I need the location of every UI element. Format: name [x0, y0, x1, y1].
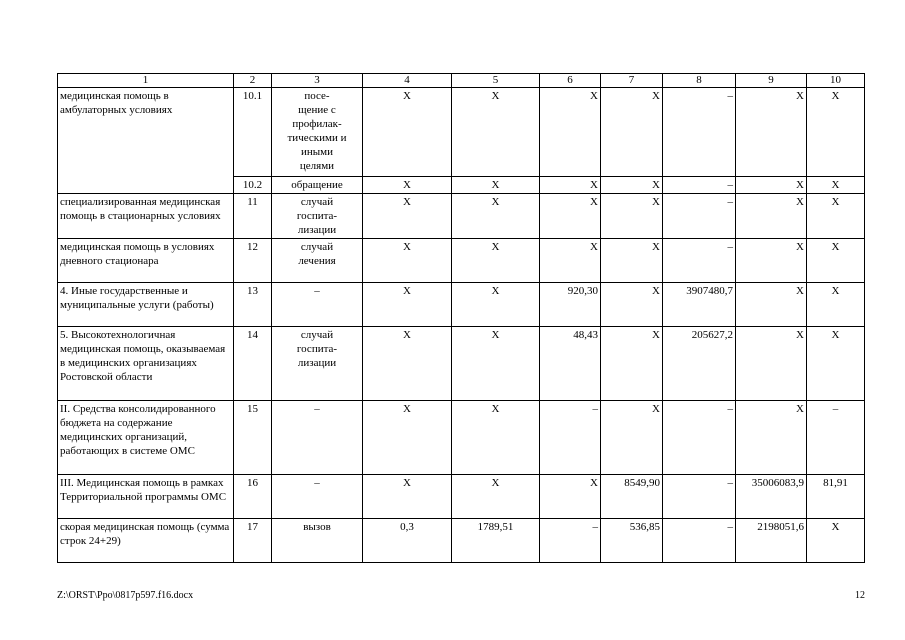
table-cell-col1: специализированная медицинская помощь в стационарных условиях [58, 194, 234, 239]
table-cell-col6: Х [540, 177, 601, 194]
footer-page-number: 12 [855, 590, 865, 601]
table-cell-col7: Х [601, 239, 663, 283]
table-cell-col3: вызов [272, 519, 363, 563]
header-cell-3: 3 [272, 74, 363, 88]
table-cell-col10: Х [807, 519, 865, 563]
header-cell-6: 6 [540, 74, 601, 88]
table-cell-col1: II. Средства консолидированного бюджета на содержание медицинских организаций, работающих в системе ОМС [58, 401, 234, 475]
table-cell-col1: III. Медицинская помощь в рамках Территориальной программы ОМС [58, 475, 234, 519]
table-cell-col2: 10.1 [234, 88, 272, 177]
header-cell-9: 9 [736, 74, 807, 88]
table-cell-col5: Х [452, 283, 540, 327]
table-cell-col7: Х [601, 88, 663, 177]
table-cell-col7: Х [601, 401, 663, 475]
table-cell-col10: Х [807, 194, 865, 239]
table-cell-col5: Х [452, 194, 540, 239]
table-cell-col7: Х [601, 327, 663, 401]
table-cell-col4: 0,3 [363, 519, 452, 563]
table-cell-col7: Х [601, 283, 663, 327]
header-cell-5: 5 [452, 74, 540, 88]
header-cell-1: 1 [58, 74, 234, 88]
table-cell-col7: 8549,90 [601, 475, 663, 519]
header-cell-8: 8 [663, 74, 736, 88]
table-cell-col3: случай лечения [272, 239, 363, 283]
table-cell-col5: Х [452, 177, 540, 194]
table-cell-col9: Х [736, 88, 807, 177]
table-cell-col7: 536,85 [601, 519, 663, 563]
table-cell-col3: – [272, 401, 363, 475]
table-cell-col4: Х [363, 401, 452, 475]
header-cell-2: 2 [234, 74, 272, 88]
table-cell-col6: Х [540, 475, 601, 519]
table-cell-col4: Х [363, 283, 452, 327]
table-row [58, 283, 865, 327]
table-cell-col10: Х [807, 239, 865, 283]
table-row [58, 401, 865, 475]
table-cell-col2: 13 [234, 283, 272, 327]
header-cell-7: 7 [601, 74, 663, 88]
table-row [58, 327, 865, 401]
table-cell-col3: – [272, 475, 363, 519]
table-cell-col9: 2198051,6 [736, 519, 807, 563]
table-cell-col6: Х [540, 194, 601, 239]
table-cell-col7: Х [601, 194, 663, 239]
table-cell-col5: 1789,51 [452, 519, 540, 563]
table-cell-col6: – [540, 401, 601, 475]
table-cell-col1: 5. Высокотехнологичная медицинская помощь, оказываемая в медицинских организациях Ростовской области [58, 327, 234, 401]
table-cell-col3: посе- щение с профилак- тическими и иными целями [272, 88, 363, 177]
table-cell-col1: медицинская помощь в амбулаторных условиях [58, 88, 234, 194]
table-cell-col9: Х [736, 194, 807, 239]
table-cell-col10: Х [807, 327, 865, 401]
table-cell-col5: Х [452, 475, 540, 519]
table-cell-col6: – [540, 519, 601, 563]
table-cell-col6: 48,43 [540, 327, 601, 401]
table-row [58, 239, 865, 283]
table-cell-col3: – [272, 283, 363, 327]
table-cell-col9: Х [736, 283, 807, 327]
table-cell-col3: обращение [272, 177, 363, 194]
table-cell-col4: Х [363, 194, 452, 239]
data-table [57, 73, 865, 563]
table-cell-col2: 11 [234, 194, 272, 239]
table-cell-col6: Х [540, 88, 601, 177]
table-cell-col8: 3907480,7 [663, 283, 736, 327]
table-cell-col4: Х [363, 177, 452, 194]
table-cell-col2: 12 [234, 239, 272, 283]
table-cell-col3: случай госпита- лизации [272, 327, 363, 401]
table-cell-col2: 17 [234, 519, 272, 563]
table-cell-col6: Х [540, 239, 601, 283]
table-cell-col10: Х [807, 88, 865, 177]
table-cell-col2: 16 [234, 475, 272, 519]
table-cell-col10: 81,91 [807, 475, 865, 519]
table-cell-col5: Х [452, 401, 540, 475]
table-cell-col9: Х [736, 177, 807, 194]
table-cell-col3: случай госпита- лизации [272, 194, 363, 239]
table-cell-col9: Х [736, 401, 807, 475]
table-cell-col8: – [663, 401, 736, 475]
header-cell-10: 10 [807, 74, 865, 88]
table-cell-col8: 205627,2 [663, 327, 736, 401]
table-cell-col1: медицинская помощь в условиях дневного стационара [58, 239, 234, 283]
table-cell-col9: Х [736, 239, 807, 283]
table-cell-col2: 14 [234, 327, 272, 401]
table-cell-col5: Х [452, 327, 540, 401]
table-row [58, 475, 865, 519]
table-cell-col5: Х [452, 88, 540, 177]
table-cell-col8: – [663, 88, 736, 177]
table-cell-col1: скорая медицинская помощь (сумма строк 24+29) [58, 519, 234, 563]
table-cell-col8: – [663, 519, 736, 563]
table-cell-col5: Х [452, 239, 540, 283]
table-cell-col9: 35006083,9 [736, 475, 807, 519]
table-cell-col10: Х [807, 177, 865, 194]
table-cell-col10: Х [807, 283, 865, 327]
table-cell-col4: Х [363, 327, 452, 401]
header-row [58, 74, 865, 88]
table-cell-col2: 10.2 [234, 177, 272, 194]
footer-file-path: Z:\ORST\Ppo\0817p597.f16.docx [57, 590, 194, 601]
table-cell-col8: – [663, 239, 736, 283]
table-cell-col6: 920,30 [540, 283, 601, 327]
table-cell-col2: 15 [234, 401, 272, 475]
table-cell-col8: – [663, 177, 736, 194]
table-row [58, 88, 865, 177]
table-cell-col4: Х [363, 88, 452, 177]
table-row [58, 519, 865, 563]
table-cell-col7: Х [601, 177, 663, 194]
table-row [58, 194, 865, 239]
table-cell-col4: Х [363, 239, 452, 283]
table-cell-col8: – [663, 194, 736, 239]
table-cell-col10: – [807, 401, 865, 475]
table-cell-col4: Х [363, 475, 452, 519]
table-cell-col1: 4. Иные государственные и муниципальные услуги (работы) [58, 283, 234, 327]
table-body [58, 88, 865, 563]
header-cell-4: 4 [363, 74, 452, 88]
table-cell-col8: – [663, 475, 736, 519]
table-cell-col9: Х [736, 327, 807, 401]
